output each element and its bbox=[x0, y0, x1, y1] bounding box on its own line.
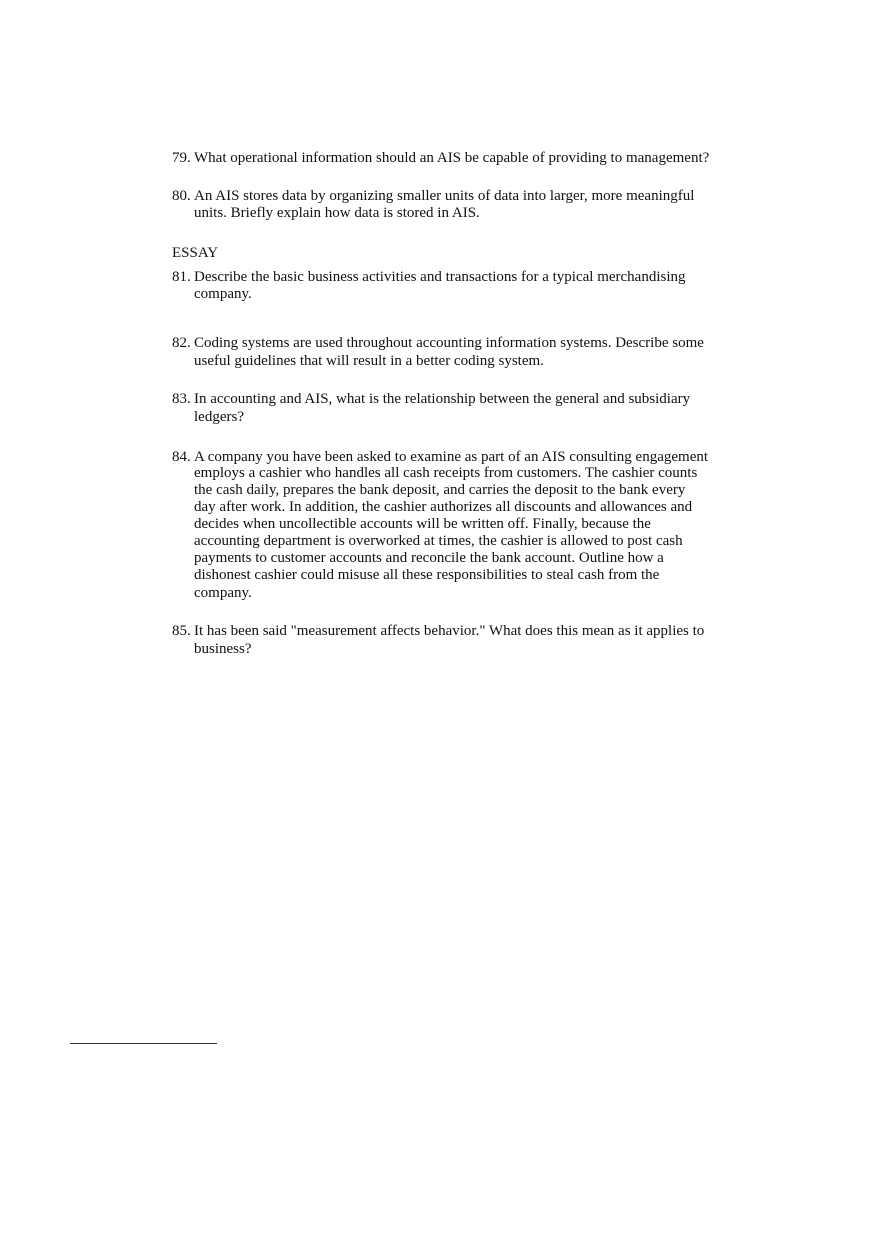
question-text-line: What operational information should an AIS be capable of providing to management? bbox=[194, 150, 710, 166]
question-number: 82. bbox=[172, 335, 191, 351]
question-text-line: A company you have been asked to examine as part of an AIS consulting engagement bbox=[194, 449, 709, 465]
question-text-line: day after work. In addition, the cashier authorizes all discounts and allowances and bbox=[194, 499, 693, 515]
question-number: 83. bbox=[172, 391, 191, 407]
question-text-line: It has been said "measurement affects behavior." What does this mean as it applies to bbox=[194, 623, 705, 639]
question-text-line: company. bbox=[194, 286, 252, 302]
question-text-line: useful guidelines that will result in a better coding system. bbox=[194, 353, 544, 369]
question-text-line: Coding systems are used throughout accounting information systems. Describe some bbox=[194, 335, 704, 351]
question-text-line: the cash daily, prepares the bank deposit, and carries the deposit to the bank every bbox=[194, 482, 686, 498]
question-text-line: payments to customer accounts and reconcile the bank account. Outline how a bbox=[194, 550, 664, 566]
question-text-line: In accounting and AIS, what is the relationship between the general and subsidiary bbox=[194, 391, 691, 407]
question-number: 80. bbox=[172, 188, 191, 204]
question-number: 81. bbox=[172, 269, 191, 285]
question-number: 79. bbox=[172, 150, 191, 166]
question-text-line: Describe the basic business activities and transactions for a typical merchandising bbox=[194, 269, 686, 285]
question-text-line: decides when uncollectible accounts will be written off. Finally, because the bbox=[194, 516, 651, 532]
question-text-line: business? bbox=[194, 641, 252, 657]
footnote-rule bbox=[70, 1043, 217, 1044]
question-text-line: employs a cashier who handles all cash receipts from customers. The cashier counts bbox=[194, 465, 698, 481]
question-text-line: dishonest cashier could misuse all these responsibilities to steal cash from the bbox=[194, 567, 660, 583]
question-text-line: units. Briefly explain how data is stored in AIS. bbox=[194, 205, 480, 221]
question-text-line: company. bbox=[194, 585, 252, 601]
question-number: 85. bbox=[172, 623, 191, 639]
question-text-line: ledgers? bbox=[194, 409, 244, 425]
question-number: 84. bbox=[172, 449, 191, 465]
question-text-line: An AIS stores data by organizing smaller units of data into larger, more meaningful bbox=[194, 188, 695, 204]
question-text-line: accounting department is overworked at times, the cashier is allowed to post cash bbox=[194, 533, 683, 549]
section-heading-essay: ESSAY bbox=[172, 245, 219, 261]
